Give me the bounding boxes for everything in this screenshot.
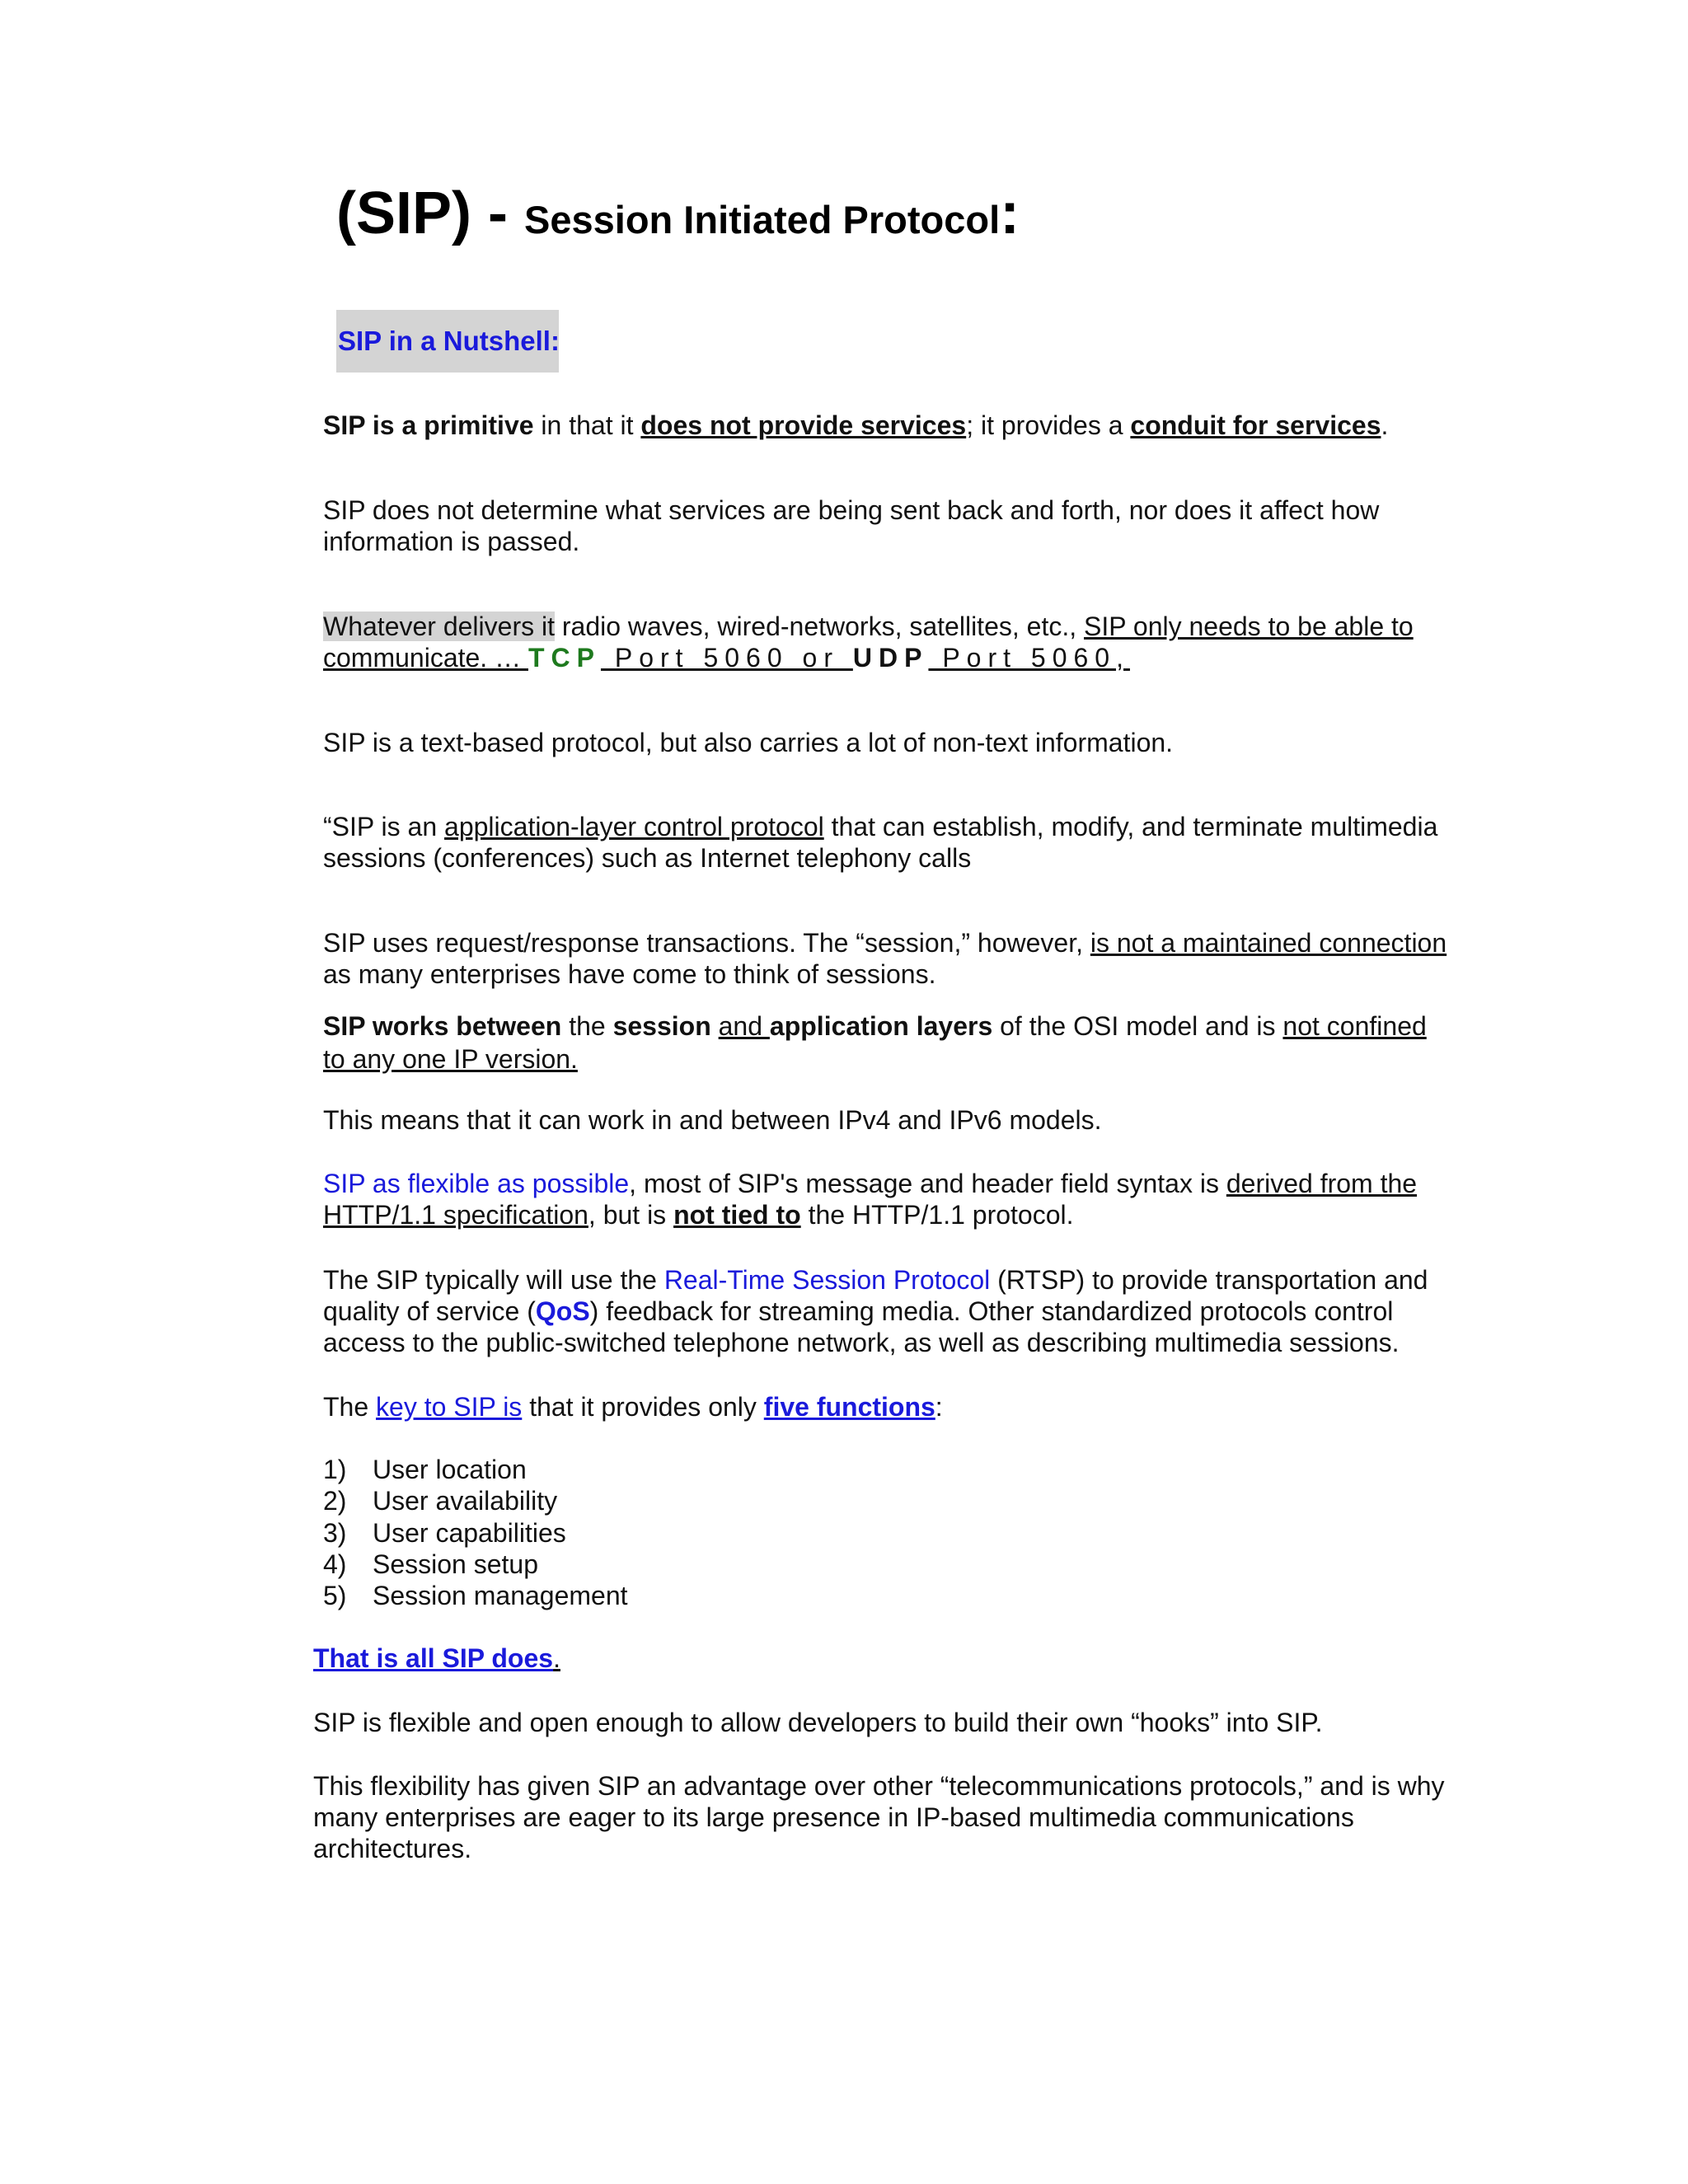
paragraph-delivers: [323, 611, 1510, 673]
list-number: 4): [323, 1549, 347, 1579]
text-run: the: [561, 1011, 613, 1041]
text-run: that can establish, modify, and terminate multimedia: [823, 812, 1438, 841]
list-label: User availability: [373, 1486, 558, 1516]
list-label: User capabilities: [373, 1518, 566, 1548]
text-run: [711, 1011, 719, 1041]
list-item: [323, 1485, 557, 1516]
tcp-port: Port 5060 or: [600, 643, 853, 673]
paragraph-key: [323, 1391, 1510, 1422]
paragraph-application-layer: [323, 811, 1510, 874]
not-tied-text: not tied to: [673, 1200, 801, 1230]
app-layers-text: application layers: [769, 1011, 993, 1041]
paragraph-primitive: [323, 410, 1510, 441]
list-number: 1): [323, 1455, 347, 1484]
no-services-text: does not provide services: [640, 410, 967, 440]
not-maintained-text: is not a maintained connection: [1090, 928, 1447, 958]
text-line: to any one IP version.: [323, 1044, 578, 1074]
paragraph-text-based: SIP is a text-based protocol, but also carries a lot of non-text information.: [323, 728, 1174, 757]
http-spec-text: HTTP/1.1 specification: [323, 1200, 588, 1230]
title-acronym: (SIP) -: [336, 180, 524, 246]
list-label: Session setup: [373, 1549, 539, 1579]
paragraph-all-sip: [313, 1643, 1500, 1674]
text-run: quality of service (: [323, 1296, 536, 1326]
conduit-text: conduit for services: [1130, 410, 1381, 440]
text-line: as many enterprises have come to think of sessions.: [323, 959, 936, 989]
text-run: communicate. …: [323, 643, 528, 673]
list-label: Session management: [373, 1581, 628, 1610]
text-run: :: [935, 1392, 943, 1422]
text-run: , but is: [588, 1200, 674, 1230]
text-run: of the OSI model and is: [992, 1011, 1283, 1041]
all-sip-does-link[interactable]: That is all SIP does: [313, 1643, 554, 1673]
qos-link[interactable]: QoS: [535, 1296, 590, 1326]
rtsp-link[interactable]: Real-Time Session Protocol: [663, 1265, 991, 1295]
text-line: many enterprises are eager to its large presence in IP-based multimedia communications: [313, 1802, 1354, 1832]
title-name: Session Initiated Protocol: [524, 198, 1001, 241]
primitive-text: SIP is a primitive: [323, 410, 534, 440]
list-number: 3): [323, 1518, 347, 1548]
text-run: “SIP is an: [323, 812, 445, 841]
text-line: access to the public-switched telephone network, as well as describing multimedia sessions.: [323, 1328, 1400, 1357]
app-layer-text: application-layer control protocol: [444, 812, 824, 841]
derived-text: derived from the: [1226, 1169, 1418, 1198]
paragraph-rtsp: [323, 1264, 1510, 1358]
list-item: [323, 1580, 628, 1611]
text-run: (RTSP) to provide transportation and: [990, 1265, 1428, 1295]
tcp-label: TCP: [528, 643, 601, 673]
title-colon: :: [1000, 180, 1020, 246]
paragraph-transactions: [323, 927, 1510, 990]
udp-label: UDP: [852, 643, 929, 673]
list-item: [323, 1454, 527, 1485]
list-number: 5): [323, 1581, 347, 1610]
paragraph-osi: [323, 1010, 1510, 1076]
nutshell-heading: SIP in a Nutshell:: [336, 310, 559, 373]
text-line: SIP does not determine what services are being sent back and forth, nor does it affect how: [323, 495, 1380, 525]
text-run: ) feedback for streaming media. Other standardized protocols control: [589, 1296, 1394, 1326]
and-text: and: [718, 1011, 770, 1041]
list-item: [323, 1549, 538, 1580]
text-line: information is passed.: [323, 527, 580, 556]
not-confined-text: not confined: [1282, 1011, 1427, 1041]
page-title: [336, 180, 1020, 247]
text-run: that it provides only: [522, 1392, 764, 1422]
text-run: .: [553, 1643, 560, 1673]
five-functions-link[interactable]: five functions: [763, 1392, 935, 1422]
text-run: ; it provides a: [966, 410, 1131, 440]
text-run: the HTTP/1.1 protocol.: [800, 1200, 1074, 1230]
paragraph-flexible: [323, 1168, 1510, 1230]
text-run: The: [323, 1392, 377, 1422]
flexible-text: SIP as flexible as possible: [323, 1169, 630, 1198]
list-item: [323, 1517, 566, 1549]
text-line: sessions (conferences) such as Internet telephony calls: [323, 843, 972, 873]
paragraph-advantage: [313, 1770, 1500, 1864]
text-run: The SIP typically will use the: [323, 1265, 664, 1295]
highlighted-text: Whatever delivers it: [323, 612, 555, 641]
text-run: radio waves, wired-networks, satellites, etc.,: [554, 612, 1084, 641]
session-text: session: [612, 1011, 711, 1041]
text-run: , most of SIP's message and header field syntax is: [629, 1169, 1226, 1198]
text-run: SIP uses request/response transactions. The “session,” however,: [323, 928, 1090, 958]
works-between-text: SIP works between: [323, 1011, 562, 1041]
key-to-sip-link[interactable]: key to SIP is: [376, 1392, 523, 1422]
text-line: This flexibility has given SIP an advantage over other “telecommunications protocols,” and is why: [313, 1771, 1445, 1801]
paragraph-ipv: This means that it can work in and between IPv4 and IPv6 models.: [323, 1105, 1102, 1135]
udp-port: Port 5060,: [928, 643, 1130, 673]
paragraph-determine: [323, 494, 1510, 557]
text-run: .: [1381, 410, 1389, 440]
text-line: architectures.: [313, 1834, 472, 1863]
needs-communicate-text: SIP only needs to be able to: [1084, 612, 1414, 641]
list-number: 2): [323, 1486, 347, 1516]
paragraph-hooks: SIP is flexible and open enough to allow developers to build their own “hooks” into SIP.: [313, 1708, 1323, 1737]
text-run: in that it: [533, 410, 641, 440]
list-label: User location: [373, 1455, 527, 1484]
